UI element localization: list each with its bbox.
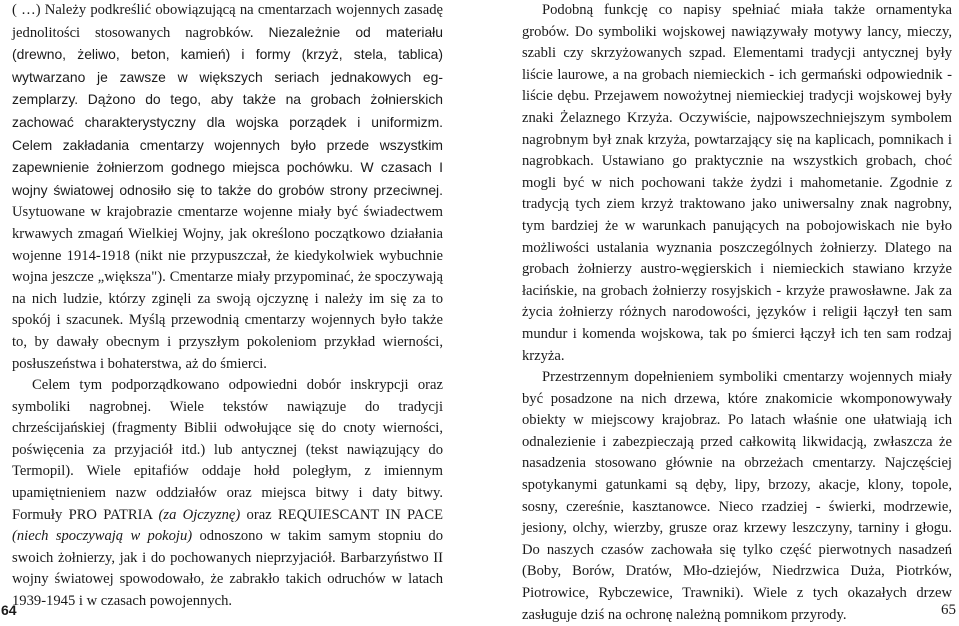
left-page-column: [12, 0, 443, 613]
left-paragraph-1: [12, 0, 443, 375]
left-p2-part-a: Celem tym podporządkowano odpowiedni dobór inskrypcji oraz symboliki nagrobnej. Wiele tekstów nawiązuje do tradycji chrześcijańskiej (fragmenty Biblii odwołujące się do cnoty wierności, poświęcenia za przyjaciół itd.) lub antycznej (tekst nawiązujący do Termopil). Wiele epitafiów oddaje hołd poległym, z imiennym upamiętnieniem nazw oddziałów oraz miejsca bitwy i daty bitwy. Formuły PRO PATRIA: [12, 377, 443, 523]
right-paragraph-1: Podobną funkcję co napisy spełniać miała także ornamentyka grobów. Do symboliki wojskowej nawiązywały motywy lancy, mieczy, szabli czy skrzyżowanych szpad. Elementami tradycji antycznej były liście laurowe, a na grobach niemieckich - ich germański odpowiednik - liście dębu. Przejawem nowożytnej niemieckiej tradycji wojskowej były znaki Żelaznego Krzyża. Oczywiście, najpowszechniejszym symbolem nagrobnym był znak krzyża, powtarzający się na kaplicach, pomnikach i nagrobkach. Ustawiano go praktycznie na wszystkich grobach, choć mogli być w nich pochowani także żydzi i mahometanie. Zgodnie z tradycją tych ziem krzyż traktowano jako uniwersalny znak nagrobny, tym bardziej że w warunkach panujących na pobojowiskach nie było możliwości ustalania wyznania poszczególnych żołnierzy. Dlatego na grobach żołnierzy austro-węgierskich i niemieckich stawiano krzyże łacińskie, na grobach żołnierzy rosyjskich - krzyże prawosławne. Jak za życia żołnierzy różnych narodowości, języków i religii łączył ten sam mundur i komenda wojskowa, tak po śmierci łączył ich ten sam rodzaj krzyża.: [522, 2, 952, 364]
right-page-number: 65: [941, 602, 956, 618]
left-p2-part-c: odnoszono w takim samym stopniu do swoich żołnierzy, jak i do pochowanych nieprzyjaciół. Barbarzyństwo II wojny światowej spowodowało, że zabrakło takich odruchów w latach 1939-1945 i w czasach powojennych.: [12, 528, 444, 610]
left-intro-serif: ( …) Należy podkreślić obowiązującą na cmentarzach wojennych zasadę jednolitości stosowanych nagrobków.: [12, 2, 443, 41]
left-serif-continuation: Usytuowane w krajobrazie cmentarze wojenne miały być świadectwem krwawych zmagań Wielkiej Wojny, jak określono początkowo działania wojenne 1914-1918 (nikt nie przypuszczał, że kiedykolwiek wybuchnie wojna jeszcze „większa"). Cmentarze miały przypominać, że spoczywają na nich ludzie, którzy zginęli za swoją ojczyznę i należy im się za to spokój i szacunek. Myślą przewodnią cmentarzy wojennych było także to, by dawały obecnym i przyszłym pokoleniom przykład wierności, posłuszeństwa i bohaterstwa, aż do śmierci.: [12, 204, 443, 372]
left-p2-part-b: oraz REQUIESCANT IN PACE: [246, 506, 443, 523]
left-intro-sans: Niezależnie od materiału (drewno, żeliwo, beton, kamień) i formy (krzyż, stela, tablica) wytwarzano je zawsze w większych seriach jednakowych eg-zemplarzy. Dążono do tego, aby także na grobach żołnierskich zachować charakterystyczny dla wojska porządek i uniformizm. Celem zakładania cmentarzy wojennych było przede wszystkim zapewnienie żołnierzom godnego miejsca pochówku. W czasach I wojny światowej odnosiło się to także do grobów strony przeciwnej.: [12, 23, 443, 198]
left-page-number: 64: [1, 602, 17, 618]
right-paragraph-2: Przestrzennym dopełnieniem symboliki cmentarzy wojennych miały być posadzone na nich drzewa, które znakomicie wkomponowywały obiekty w miejscowy krajobraz. Po latach właśnie one ułatwiają ich odnalezienie i zabezpieczają przed całkowitą likwidacją, zwłaszcza że nasadzenia stosowano głównie na obrzeżach cmentarzy. Najczęściej spotykanymi gatunkami są dęby, lipy, brzozy, akacje, klony, topole, sosny, czereśnie, kasztanowce. Nieco rzadziej - świerki, modrzewie, jesiony, olchy, wierzby, grusze oraz krzewy leszczyny, tarniny i głogu. Do naszych czasów zachowała się tylko część pierwotnych nasadzeń (Boby, Borów, Dratów, Mło-dziejów, Niedrzwica Duża, Piotrków, Piotrowice, Rybczewice, Trawniki). Wiele z tych okazałych drzew zasługuje dziś na ochronę należną pomnikom przyrody.: [522, 369, 952, 623]
right-page-column: [522, 0, 952, 626]
left-p2-italic-2: (niech spoczywają w pokoju): [12, 528, 193, 545]
left-p2-italic-1: (za Ojczyznę): [158, 506, 241, 523]
left-paragraph-2: [12, 375, 443, 613]
